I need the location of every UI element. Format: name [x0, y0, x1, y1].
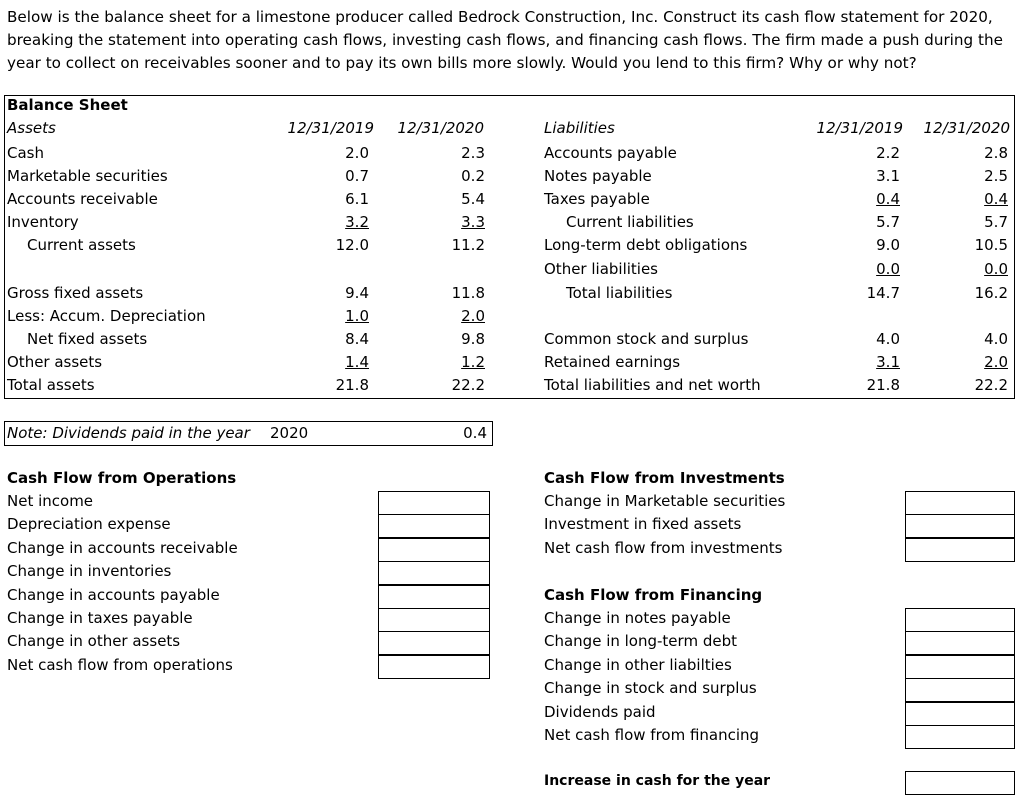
- liability-row: [544, 211, 1012, 234]
- asset-value-2019: 1.4: [345, 353, 369, 371]
- dividends-note-label: Note: Dividends paid in the year: [7, 424, 250, 442]
- asset-value-2020: 1.2: [461, 353, 485, 371]
- liability-row: [544, 282, 1012, 305]
- liability-row: [544, 374, 1012, 397]
- liabilities-header: Liabilities: [544, 119, 615, 137]
- asset-row: [7, 188, 487, 211]
- operations-item: Depreciation expense: [7, 515, 171, 533]
- taxes-payable-change-input[interactable]: [378, 608, 490, 632]
- other-assets-change-input[interactable]: [378, 631, 490, 655]
- asset-label: Net fixed assets: [27, 330, 148, 348]
- investments-item: Investment in fixed assets: [544, 515, 742, 533]
- asset-row: [7, 374, 487, 397]
- liability-row: [544, 234, 1012, 257]
- liability-value-2020: 5.7: [984, 213, 1008, 231]
- net-income-input[interactable]: [378, 491, 490, 515]
- investments-item: Change in Marketable securities: [544, 492, 786, 510]
- operations-item: Net income: [7, 492, 94, 510]
- liability-value-2020: 4.0: [984, 330, 1008, 348]
- liability-value-2019: 4.0: [876, 330, 900, 348]
- asset-value-2020: 5.4: [461, 190, 485, 208]
- assets-col-2020: 12/31/2020: [397, 119, 484, 137]
- asset-value-2019: 3.2: [345, 213, 369, 231]
- liability-value-2019: 3.1: [876, 353, 900, 371]
- accounts-payable-change-input[interactable]: [378, 585, 490, 609]
- operations-item: Change in accounts payable: [7, 586, 220, 604]
- liability-row: [544, 351, 1012, 374]
- liability-value-2019: 3.1: [876, 167, 900, 185]
- financing-title: Cash Flow from Financing: [544, 586, 763, 604]
- liability-row: [544, 328, 1012, 351]
- liability-label: Taxes payable: [544, 190, 650, 208]
- investments-item: Net cash flow from investments: [544, 539, 783, 557]
- asset-value-2020: 22.2: [451, 376, 485, 394]
- marketable-securities-change-input[interactable]: [905, 491, 1015, 515]
- liability-value-2020: 2.8: [984, 144, 1008, 162]
- assets-header: Assets: [7, 119, 56, 137]
- depreciation-input[interactable]: [378, 514, 490, 538]
- liability-row: [544, 142, 1012, 165]
- assets-col-2019: 12/31/2019: [287, 119, 374, 137]
- liability-label: Notes payable: [544, 167, 652, 185]
- liability-value-2019: 9.0: [876, 236, 900, 254]
- net-financing-input[interactable]: [905, 725, 1015, 749]
- asset-row: [7, 305, 487, 328]
- dividends-note-value: 0.4: [463, 424, 487, 442]
- investments-title: Cash Flow from Investments: [544, 469, 785, 487]
- financing-item: Change in stock and surplus: [544, 679, 757, 697]
- asset-value-2019: 12.0: [335, 236, 369, 254]
- long-term-debt-change-input[interactable]: [905, 631, 1015, 655]
- stock-surplus-change-input[interactable]: [905, 678, 1015, 702]
- liability-label: Long-term debt obligations: [544, 236, 748, 254]
- liability-value-2019: 21.8: [866, 376, 900, 394]
- asset-value-2019: 9.4: [345, 284, 369, 302]
- asset-value-2019: 8.4: [345, 330, 369, 348]
- liability-value-2019: 0.4: [876, 190, 900, 208]
- asset-row: [7, 328, 487, 351]
- liability-value-2019: 5.7: [876, 213, 900, 231]
- liability-row: [544, 258, 1012, 281]
- liability-label: Common stock and surplus: [544, 330, 749, 348]
- liability-label: Accounts payable: [544, 144, 677, 162]
- asset-label: Less: Accum. Depreciation: [7, 307, 206, 325]
- liability-value-2020: 0.4: [984, 190, 1008, 208]
- asset-row: [7, 282, 487, 305]
- asset-value-2020: 0.2: [461, 167, 485, 185]
- increase-in-cash-label: Increase in cash for the year: [544, 773, 771, 789]
- asset-value-2020: 2.3: [461, 144, 485, 162]
- other-liabilities-change-input[interactable]: [905, 655, 1015, 679]
- question-text: Below is the balance sheet for a limestone producer called Bedrock Construction, Inc. Construct its cash flow statement for 2020, breaking the statement into operating cash flows, investing cash flows, and financing cash flows. The firm made a push during the year to collect on receivables sooner and to pay its own bills more slowly. Would you lend to this firm? Why or why not?: [7, 8, 1003, 72]
- liability-value-2020: 2.5: [984, 167, 1008, 185]
- asset-label: Marketable securities: [7, 167, 168, 185]
- asset-label: Other assets: [7, 353, 103, 371]
- liability-row: [544, 188, 1012, 211]
- asset-label: Cash: [7, 144, 44, 162]
- balance-sheet-title: Balance Sheet: [7, 96, 128, 114]
- liability-value-2020: 10.5: [974, 236, 1008, 254]
- financing-item: Change in notes payable: [544, 609, 731, 627]
- asset-label: Current assets: [27, 236, 136, 254]
- operations-item: Change in other assets: [7, 632, 181, 650]
- asset-label: Inventory: [7, 213, 79, 231]
- asset-value-2020: 3.3: [461, 213, 485, 231]
- operations-item: Change in taxes payable: [7, 609, 193, 627]
- net-investments-input[interactable]: [905, 538, 1015, 562]
- liability-label: Other liabilities: [544, 260, 659, 278]
- accounts-receivable-change-input[interactable]: [378, 538, 490, 562]
- net-operations-input[interactable]: [378, 655, 490, 679]
- increase-in-cash-input[interactable]: [905, 771, 1015, 795]
- liability-label: Total liabilities and net worth: [544, 376, 761, 394]
- liability-value-2020: 16.2: [974, 284, 1008, 302]
- liability-value-2020: 0.0: [984, 260, 1008, 278]
- asset-label: Total assets: [7, 376, 95, 394]
- asset-value-2020: 9.8: [461, 330, 485, 348]
- liability-row: [544, 165, 1012, 188]
- asset-row: [7, 142, 487, 165]
- financing-item: Change in other liabilties: [544, 656, 732, 674]
- operations-item: Change in accounts receivable: [7, 539, 238, 557]
- liability-value-2019: 0.0: [876, 260, 900, 278]
- liability-value-2020: 22.2: [974, 376, 1008, 394]
- financing-item: Net cash flow from financing: [544, 726, 760, 744]
- asset-row: [7, 234, 487, 257]
- financing-item: Change in long-term debt: [544, 632, 737, 650]
- dividends-note-year: 2020: [270, 424, 309, 442]
- asset-value-2019: 1.0: [345, 307, 369, 325]
- liability-label: Current liabilities: [566, 213, 694, 231]
- asset-label: Gross fixed assets: [7, 284, 144, 302]
- liabilities-col-2020: 12/31/2020: [923, 119, 1010, 137]
- financing-item: Dividends paid: [544, 703, 656, 721]
- liabilities-col-2019: 12/31/2019: [816, 119, 903, 137]
- liability-value-2019: 14.7: [866, 284, 900, 302]
- operations-item: Change in inventories: [7, 562, 172, 580]
- operations-title: Cash Flow from Operations: [7, 469, 237, 487]
- asset-value-2019: 0.7: [345, 167, 369, 185]
- asset-value-2019: 6.1: [345, 190, 369, 208]
- asset-value-2020: 11.8: [451, 284, 485, 302]
- asset-value-2019: 2.0: [345, 144, 369, 162]
- operations-item: Net cash flow from operations: [7, 656, 233, 674]
- fixed-assets-investment-input[interactable]: [905, 514, 1015, 538]
- asset-label: Accounts receivable: [7, 190, 158, 208]
- asset-value-2020: 11.2: [451, 236, 485, 254]
- dividends-paid-input[interactable]: [905, 702, 1015, 726]
- notes-payable-change-input[interactable]: [905, 608, 1015, 632]
- liability-value-2019: 2.2: [876, 144, 900, 162]
- asset-value-2020: 2.0: [461, 307, 485, 325]
- liability-label: Retained earnings: [544, 353, 681, 371]
- inventories-change-input[interactable]: [378, 561, 490, 585]
- asset-row: [7, 351, 487, 374]
- asset-row: [7, 165, 487, 188]
- asset-value-2019: 21.8: [335, 376, 369, 394]
- liability-value-2020: 2.0: [984, 353, 1008, 371]
- liability-label: Total liabilities: [566, 284, 673, 302]
- asset-row: [7, 211, 487, 234]
